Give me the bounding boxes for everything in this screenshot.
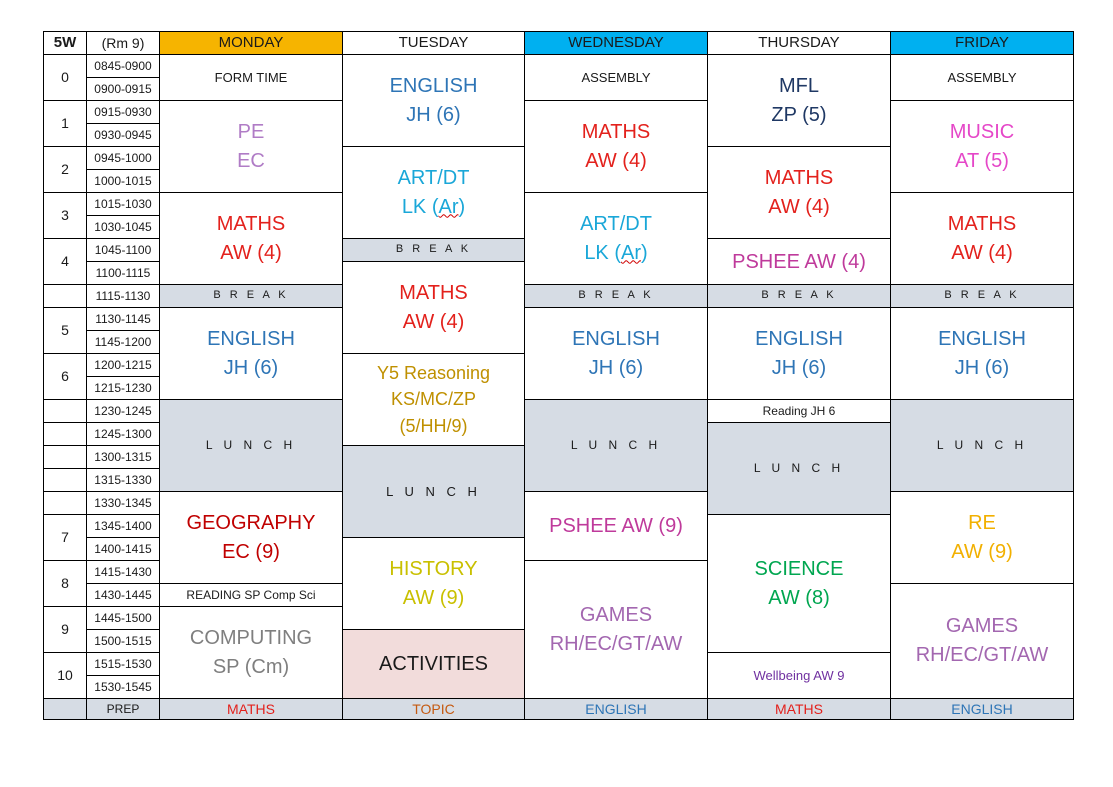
period-3: 3 bbox=[44, 193, 87, 239]
time-slot: 1130-1145 bbox=[87, 308, 160, 331]
period-blank bbox=[44, 492, 87, 515]
time-slot: 1230-1245 bbox=[87, 400, 160, 423]
mon-computing: COMPUTING SP (Cm) bbox=[160, 607, 343, 699]
period-1: 1 bbox=[44, 101, 87, 147]
fri-lunch: L U N C H bbox=[891, 400, 1074, 492]
period-10: 10 bbox=[44, 653, 87, 699]
tue-lunch: L U N C H bbox=[343, 446, 525, 538]
time-slot: 1200-1215 bbox=[87, 354, 160, 377]
prep-friday: ENGLISH bbox=[891, 699, 1074, 720]
mon-pe: PE EC bbox=[160, 101, 343, 193]
tue-break: B R E A K bbox=[343, 239, 525, 262]
period-4: 4 bbox=[44, 239, 87, 285]
prep-monday: MATHS bbox=[160, 699, 343, 720]
time-slot: 1045-1100 bbox=[87, 239, 160, 262]
period-blank bbox=[44, 469, 87, 492]
period-blank bbox=[44, 285, 87, 308]
tue-history: HISTORY AW (9) bbox=[343, 538, 525, 630]
period-6: 6 bbox=[44, 354, 87, 400]
period-blank bbox=[44, 446, 87, 469]
fri-re: RE AW (9) bbox=[891, 492, 1074, 584]
time-slot: 1445-1500 bbox=[87, 607, 160, 630]
time-slot: 1030-1045 bbox=[87, 216, 160, 239]
prep-thursday: MATHS bbox=[708, 699, 891, 720]
mon-form-time: FORM TIME bbox=[160, 55, 343, 101]
prep-row bbox=[44, 699, 1074, 720]
fri-maths: MATHS AW (4) bbox=[891, 193, 1074, 285]
header-row bbox=[44, 32, 1074, 55]
time-slot: 1000-1015 bbox=[87, 170, 160, 193]
time-slot: 1300-1315 bbox=[87, 446, 160, 469]
time-slot: 1100-1115 bbox=[87, 262, 160, 285]
tue-y5-reasoning: Y5 Reasoning KS/MC/ZP (5/HH/9) bbox=[343, 354, 525, 446]
mon-english: ENGLISH JH (6) bbox=[160, 308, 343, 400]
wed-art-dt: ART/DT LK (Ar) bbox=[525, 193, 708, 285]
time-slot: 1530-1545 bbox=[87, 676, 160, 699]
mon-reading: READING SP Comp Sci bbox=[160, 584, 343, 607]
time-slot: 1430-1445 bbox=[87, 584, 160, 607]
time-slot: 0915-0930 bbox=[87, 101, 160, 124]
thu-mfl: MFL ZP (5) bbox=[708, 55, 891, 147]
time-slot: 1015-1030 bbox=[87, 193, 160, 216]
wed-assembly: ASSEMBLY bbox=[525, 55, 708, 101]
time-slot: 0945-1000 bbox=[87, 147, 160, 170]
time-slot: 1215-1230 bbox=[87, 377, 160, 400]
thu-pshee: PSHEE AW (4) bbox=[708, 239, 891, 285]
fri-english: ENGLISH JH (6) bbox=[891, 308, 1074, 400]
time-slot: 0900-0915 bbox=[87, 78, 160, 101]
room-label: (Rm 9) bbox=[87, 32, 160, 55]
time-slot: 1245-1300 bbox=[87, 423, 160, 446]
time-slot: 1500-1515 bbox=[87, 630, 160, 653]
timetable bbox=[43, 31, 1074, 720]
fri-break: B R E A K bbox=[891, 285, 1074, 308]
thu-maths: MATHS AW (4) bbox=[708, 147, 891, 239]
tue-art-dt: ART/DT LK (Ar) bbox=[343, 147, 525, 239]
thu-english: ENGLISH JH (6) bbox=[708, 308, 891, 400]
wed-english: ENGLISH JH (6) bbox=[525, 308, 708, 400]
period-blank bbox=[44, 400, 87, 423]
time-slot: 1145-1200 bbox=[87, 331, 160, 354]
prep-wednesday: ENGLISH bbox=[525, 699, 708, 720]
period-9: 9 bbox=[44, 607, 87, 653]
thu-science: SCIENCE AW (8) bbox=[708, 515, 891, 653]
wed-maths: MATHS AW (4) bbox=[525, 101, 708, 193]
mon-geography: GEOGRAPHY EC (9) bbox=[160, 492, 343, 584]
period-blank bbox=[44, 423, 87, 446]
time-slot: 0845-0900 bbox=[87, 55, 160, 78]
time-slot: 1400-1415 bbox=[87, 538, 160, 561]
period-2: 2 bbox=[44, 147, 87, 193]
day-wednesday: WEDNESDAY bbox=[525, 32, 708, 55]
prep-tuesday: TOPIC bbox=[343, 699, 525, 720]
time-slot: 1330-1345 bbox=[87, 492, 160, 515]
tue-english: ENGLISH JH (6) bbox=[343, 55, 525, 147]
period-8: 8 bbox=[44, 561, 87, 607]
wed-games: GAMES RH/EC/GT/AW bbox=[525, 561, 708, 699]
time-slot: 1515-1530 bbox=[87, 653, 160, 676]
tue-maths: MATHS AW (4) bbox=[343, 262, 525, 354]
fri-games: GAMES RH/EC/GT/AW bbox=[891, 584, 1074, 699]
thu-wellbeing: Wellbeing AW 9 bbox=[708, 653, 891, 699]
time-slot: 1415-1430 bbox=[87, 561, 160, 584]
time-slot: 0930-0945 bbox=[87, 124, 160, 147]
mon-break: B R E A K bbox=[160, 285, 343, 308]
wed-lunch: L U N C H bbox=[525, 400, 708, 492]
wed-pshee: PSHEE AW (9) bbox=[525, 492, 708, 561]
day-monday: MONDAY bbox=[160, 32, 343, 55]
class-name: 5W bbox=[44, 32, 87, 55]
prep-blank bbox=[44, 699, 87, 720]
period-7: 7 bbox=[44, 515, 87, 561]
time-slot: 1115-1130 bbox=[87, 285, 160, 308]
time-slot: 1315-1330 bbox=[87, 469, 160, 492]
mon-maths: MATHS AW (4) bbox=[160, 193, 343, 285]
fri-assembly: ASSEMBLY bbox=[891, 55, 1074, 101]
thu-lunch: L U N C H bbox=[708, 423, 891, 515]
day-thursday: THURSDAY bbox=[708, 32, 891, 55]
thu-reading: Reading JH 6 bbox=[708, 400, 891, 423]
prep-label: PREP bbox=[87, 699, 160, 720]
day-friday: FRIDAY bbox=[891, 32, 1074, 55]
fri-music: MUSIC AT (5) bbox=[891, 101, 1074, 193]
period-0: 0 bbox=[44, 55, 87, 101]
mon-lunch: L U N C H bbox=[160, 400, 343, 492]
period-5: 5 bbox=[44, 308, 87, 354]
tue-activities: ACTIVITIES bbox=[343, 630, 525, 699]
time-slot: 1345-1400 bbox=[87, 515, 160, 538]
thu-break: B R E A K bbox=[708, 285, 891, 308]
day-tuesday: TUESDAY bbox=[343, 32, 525, 55]
wed-break: B R E A K bbox=[525, 285, 708, 308]
